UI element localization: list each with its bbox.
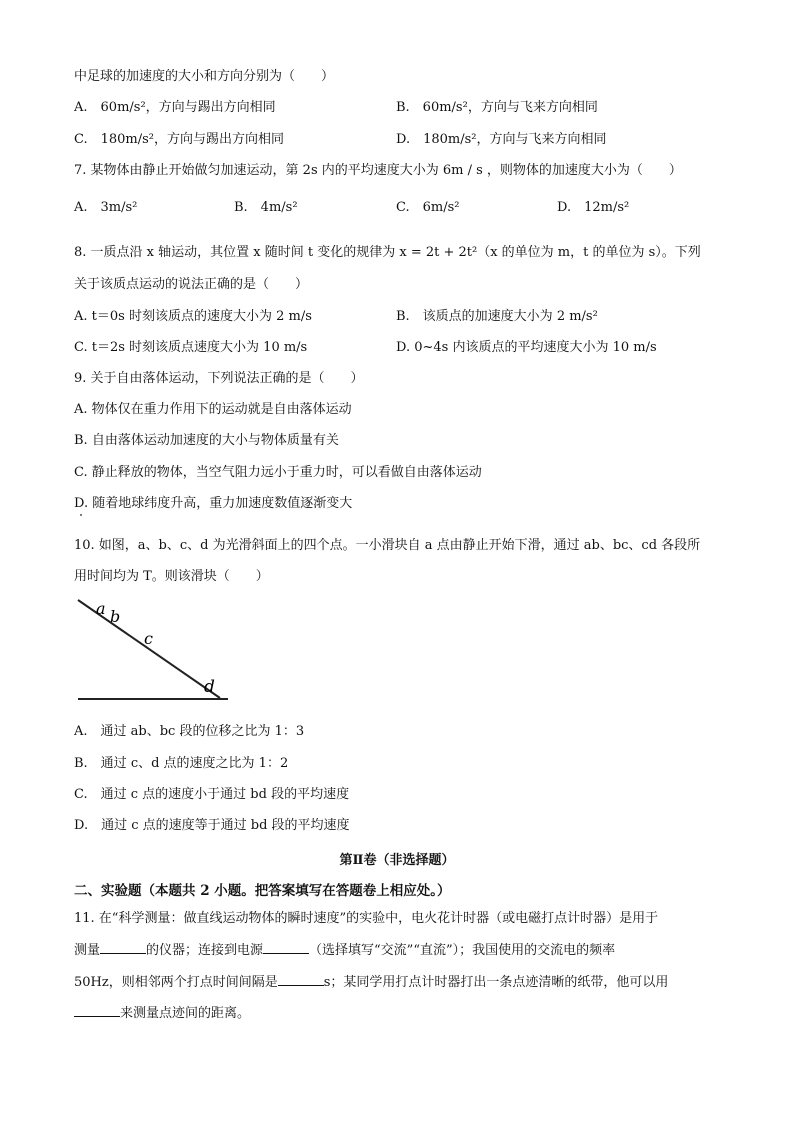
q7-option-d: D. 12m/s²: [557, 200, 630, 215]
q7-stem: 7. 某物体由静止开始做匀加速运动，第 2s 内的平均速度大小为 6m / s ，则物体的加速度大小为（ ）: [74, 163, 682, 178]
q7-option-c: C. 6m/s²: [396, 200, 460, 215]
incline-figure: [70, 592, 240, 710]
q9-option-b: B. 自由落体运动加速度的大小与物体质量有关: [74, 433, 339, 448]
q11-line3-b: s；某同学用打点计时器打出一条点迹清晰的纸带，他可以用: [323, 975, 669, 990]
q8-option-c: C. t＝2s 时刻该质点速度大小为 10 m/s: [74, 340, 308, 355]
label-a: a: [96, 599, 106, 618]
q8-option-a: A. t＝0s 时刻该质点的速度大小为 2 m/s: [74, 309, 312, 324]
q10-stem-line2: 用时间均为 T。则该滑块（ ）: [74, 569, 269, 584]
label-d: d: [204, 677, 215, 697]
q11-line2-a: 测量: [74, 943, 101, 958]
q10-stem-line1: 10. 如图，a、b、c、d 为光滑斜面上的四个点。一小滑块自 a 点由静止开始下滑，通过 ab、bc、cd 各段所: [74, 538, 701, 553]
q11-line4-text: 来测量点迹间的距离。: [120, 1006, 251, 1021]
q9-option-d: D. 随着地球纬度升高，重力加速度数值逐渐变大: [74, 496, 353, 511]
q10-option-c: C. 通过 c 点的速度小于通过 bd 段的平均速度: [74, 787, 350, 802]
q11-line4: [74, 1004, 250, 1023]
q11-line2-c: （选择填写“交流”“直流”）；我国使用的交流电的频率: [309, 943, 616, 958]
q11-line3-a: 50Hz，则相邻两个打点时间间隔是: [74, 975, 278, 990]
q6-option-b: B. 60m/s²，方向与飞来方向相同: [396, 100, 598, 115]
blank-3[interactable]: [278, 973, 324, 986]
q8-option-d: D. 0~4s 内该质点的平均速度大小为 10 m/s: [396, 340, 657, 355]
q8-option-b: B. 该质点的加速度大小为 2 m/s²: [396, 309, 598, 324]
q9-option-c: C. 静止释放的物体，当空气阻力远小于重力时，可以看做自由落体运动: [74, 465, 482, 480]
q6-option-c: C. 180m/s²，方向与踢出方向相同: [74, 132, 285, 147]
label-c: c: [144, 629, 153, 648]
blank-1[interactable]: [100, 941, 146, 954]
q6-option-a: A. 60m/s²，方向与踢出方向相同: [74, 100, 276, 115]
q9-option-a: A. 物体仅在重力作用下的运动就是自由落体运动: [74, 402, 352, 417]
blank-2[interactable]: [263, 941, 309, 954]
part2-title: 第Ⅱ卷（非选择题）: [339, 853, 455, 868]
q9-stem: 9. 关于自由落体运动，下列说法正确的是（ ）: [74, 371, 364, 386]
q8-stem-line2: 关于该质点运动的说法正确的是（ ）: [74, 277, 309, 292]
q11-line2-b: 的仪器；连接到电源: [146, 943, 264, 958]
q10-option-a: A. 通过 ab、bc 段的位移之比为 1：3: [74, 724, 305, 739]
q6-stem-tail: 中足球的加速度的大小和方向分别为（ ）: [74, 69, 335, 84]
q10-option-d: D. 通过 c 点的速度等于通过 bd 段的平均速度: [74, 818, 350, 833]
blank-4[interactable]: [74, 1004, 120, 1017]
q6-option-d: D. 180m/s²，方向与飞来方向相同: [396, 132, 607, 147]
q7-option-b: B. 4m/s²: [234, 200, 298, 215]
stray-dot: [80, 514, 82, 516]
q7-option-a: A. 3m/s²: [74, 200, 138, 215]
q10-option-b: B. 通过 c、d 点的速度之比为 1：2: [74, 756, 289, 771]
q8-stem-line1: 8. 一质点沿 x 轴运动，其位置 x 随时间 t 变化的规律为 x = 2t + 2t²（x 的单位为 m，t 的单位为 s）。下列: [74, 245, 701, 260]
q11-line1: 11. 在“科学测量：做直线运动物体的瞬时速度”的实验中，电火花计时器（或电磁打点计时器）是用于: [74, 911, 659, 926]
q11-line3: [74, 973, 668, 992]
label-b: b: [110, 607, 121, 626]
q11-line2: [74, 941, 615, 960]
section2-header: 二、实验题（本题共 2 小题。把答案填写在答题卷上相应处。）: [74, 883, 451, 899]
